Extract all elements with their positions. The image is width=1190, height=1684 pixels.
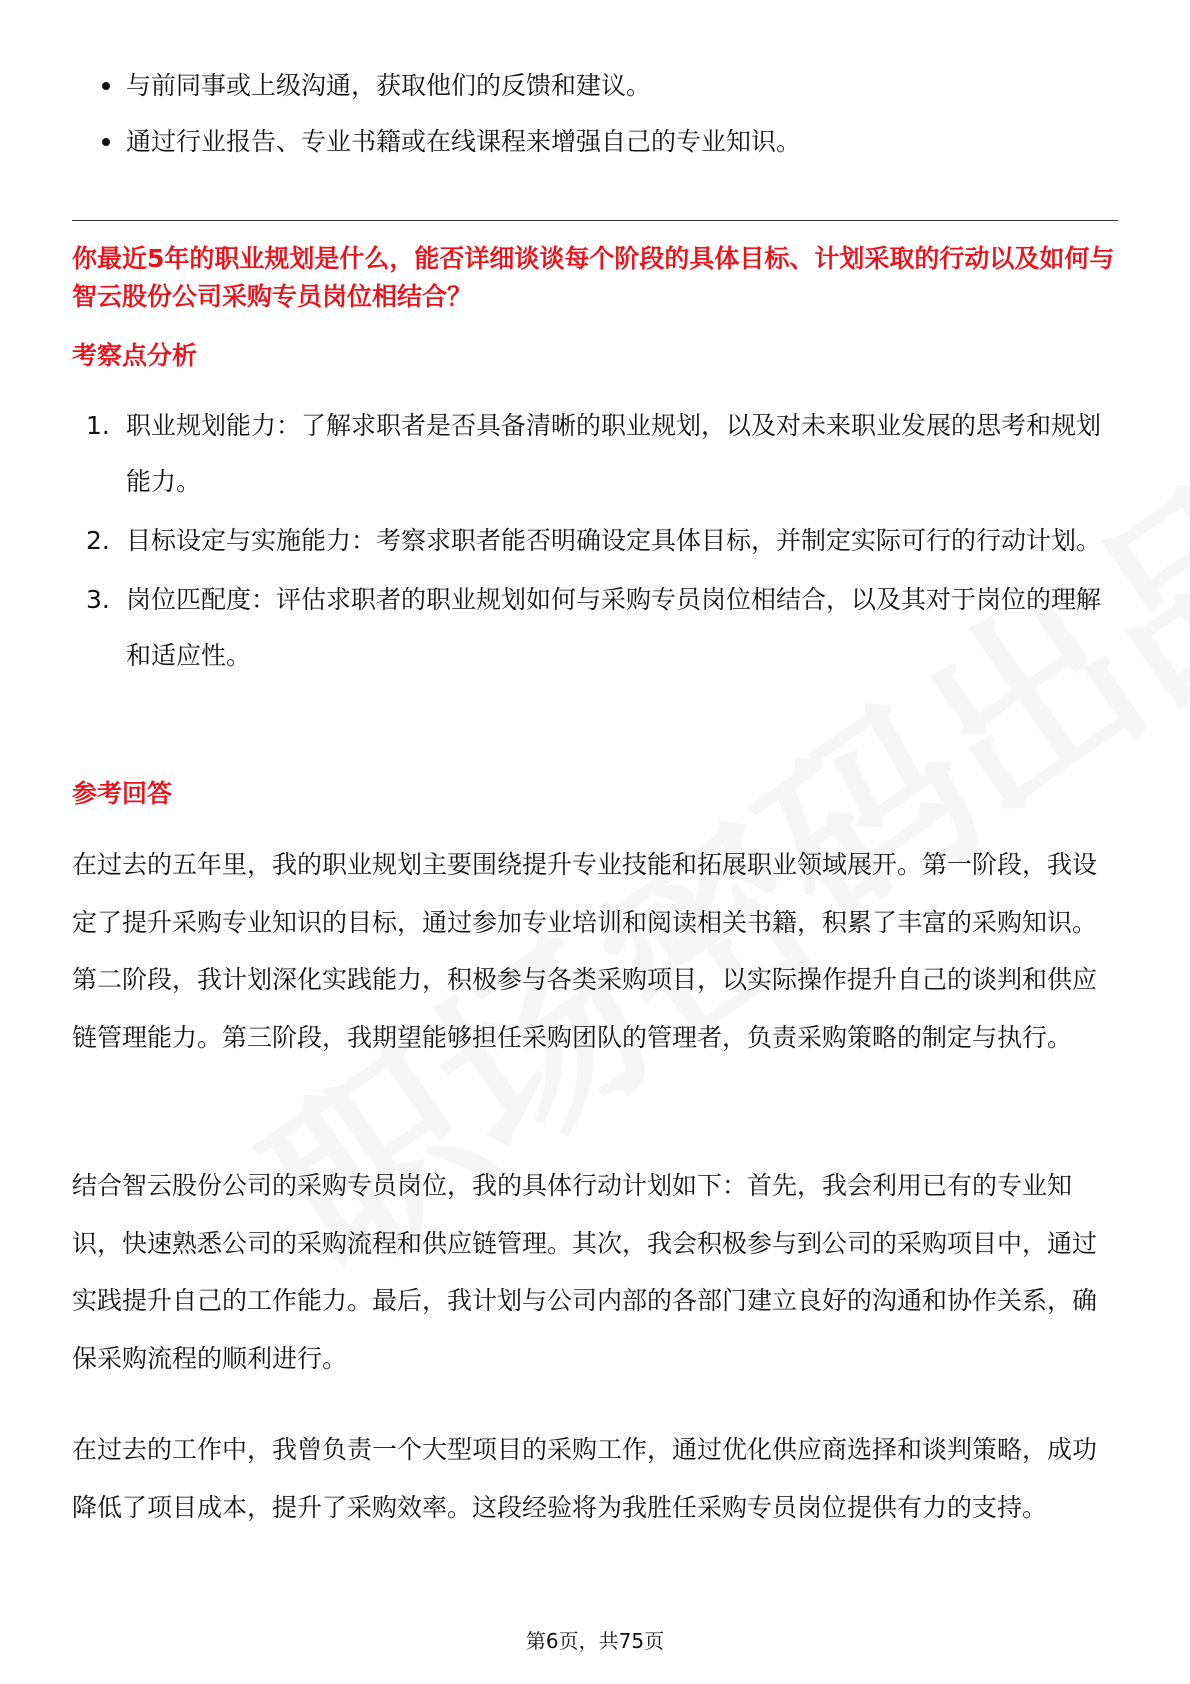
page-footer: 第6页，共75页 [525,1629,665,1653]
answer-heading: 参考回答 [72,779,173,808]
section-divider [72,220,1118,221]
analysis-item [72,572,1118,684]
item-text: 目标设定与实施能力：考察求职者能否明确设定具体目标，并制定实际可行的行动计划。 [126,526,1102,555]
item-text: 职业规划能力：了解求职者是否具备清晰的职业规划，以及对未来职业发展的思考和规划能力。 [126,411,1102,496]
bullet-dot-icon [102,82,110,90]
item-number: 2. [86,526,110,555]
item-number: 1. [86,411,110,440]
bullet-text: 与前同事或上级沟通，获取他们的反馈和建议。 [126,71,652,100]
item-number: 3. [86,585,110,614]
bullet-item [72,114,1118,170]
analysis-item [72,398,1118,510]
question-heading: 你最近5年的职业规划是什么，能否详细谈谈每个阶段的具体目标、计划采取的行动以及如何与智云股份公司采购专员岗位相结合？ [72,244,1115,311]
analysis-item [72,513,1118,569]
bullet-text: 通过行业报告、专业书籍或在线课程来增强自己的专业知识。 [126,127,802,156]
bullet-item [72,58,1118,114]
answer-paragraph: 在过去的五年里，我的职业规划主要围绕提升专业技能和拓展职业领域展开。第一阶段，我设定了提升采购专业知识的目标，通过参加专业培训和阅读相关书籍，积累了丰富的采购知识。第二阶段，我计划深化实践能力，积极参与各类采购项目，以实际操作提升自己的谈判和供应链管理能力。第三阶段，我期望能够担任采购团队的管理者，负责采购策略的制定与执行。 [72,850,1098,1052]
item-text: 岗位匹配度：评估求职者的职业规划如何与采购专员岗位相结合，以及其对于岗位的理解和适应性。 [126,585,1102,670]
analysis-heading: 考察点分析 [72,341,198,370]
analysis-list [72,398,1118,687]
answer-paragraph: 结合智云股份公司的采购专员岗位，我的具体行动计划如下：首先，我会利用已有的专业知识，快速熟悉公司的采购流程和供应链管理。其次，我会积极参与到公司的采购项目中，通过实践提升自己的工作能力。最后，我计划与公司内部的各部门建立良好的沟通和协作关系，确保采购流程的顺利进行。 [72,1171,1098,1373]
answer-paragraph: 在过去的工作中，我曾负责一个大型项目的采购工作，通过优化供应商选择和谈判策略，成功降低了项目成本，提升了采购效率。这段经验将为我胜任采购专员岗位提供有力的支持。 [72,1435,1098,1522]
bullet-list [72,58,1118,170]
bullet-dot-icon [102,138,110,146]
